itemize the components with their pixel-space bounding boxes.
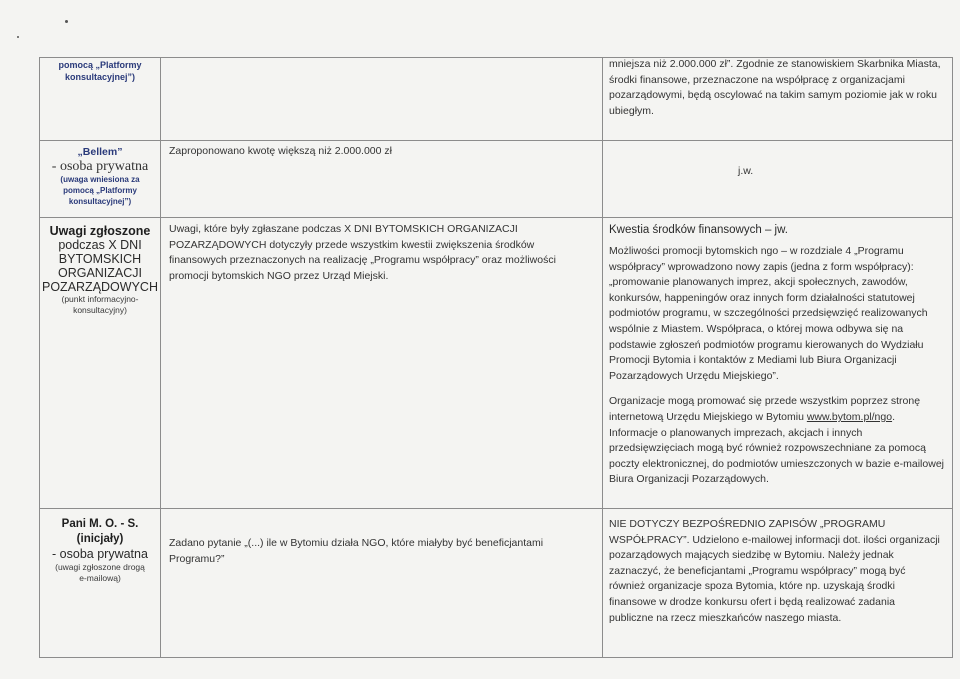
author-name: Pani M. O. - S.	[61, 518, 139, 530]
response-text: NIE DOTYCZY BEZPOŚREDNIO ZAPISÓW „PROGRAMU WSPÓŁPRACY”. Udzielono e-mailowej informacji dot. ilości organizacji pozarządowych mających siedzibę w Bytomiu. Należy jednak zaznaczyć, że beneficjantami „Programu współpracy” mogą być również organizacje spoza Bytomia, które np. uzyskają środki finansowe w drodze konkursu ofert i będą realizować zadania publiczne na rzecz mieszkańców naszego miasta.	[609, 518, 940, 624]
author-name: BYTOMSKICH	[58, 252, 142, 266]
scan-speck	[17, 36, 19, 38]
author-cell	[40, 218, 161, 509]
scan-speck	[65, 20, 68, 23]
author-cell	[40, 58, 161, 141]
response-text-part: . Informacje o planowanych imprezach, akcjach i innych przedsięwzięciach mogą być również rozpowszechniane za pomocą poczty elektronicznej, do podmiotów umieszczonych w bazie e-mailowej Biura Organizacji Pozarządowych.	[609, 410, 944, 486]
table-row	[40, 58, 953, 141]
table-row	[40, 218, 953, 509]
response-text: j.w.	[738, 165, 754, 177]
consultation-table	[39, 57, 953, 658]
author-note: pomocą „Platformy	[58, 60, 142, 70]
author-note: (uwaga wniesiona za	[60, 175, 140, 184]
author-name: „Bellem”	[77, 146, 123, 158]
remark-cell	[161, 58, 603, 141]
response-cell	[603, 58, 953, 141]
response-heading: Kwestia środków finansowych – jw.	[609, 224, 788, 236]
remark-cell	[161, 509, 603, 658]
author-note: e-mailową)	[79, 573, 121, 583]
response-cell	[603, 218, 953, 509]
response-text: mniejsza niż 2.000.000 zł”. Zgodnie ze stanowiskiem Skarbnika Miasta, środki finansowe, przeznaczone na współpracę z organizacjami pozarządowymi, będą oscylować na takim samym poziomie jak w roku ubiegłym.	[609, 58, 941, 117]
author-role: - osoba prywatna	[52, 547, 148, 561]
author-note: konsultacyjny)	[73, 305, 127, 315]
remark-text: Zaproponowano kwotę większą niż 2.000.000 zł	[169, 145, 392, 157]
remark-cell	[161, 141, 603, 218]
author-cell	[40, 509, 161, 658]
author-name: POZARZĄDOWYCH	[42, 280, 158, 294]
author-note: konsultacyjnej”)	[68, 197, 132, 206]
author-note: (uwagi zgłoszone drogą	[55, 562, 145, 572]
author-note: pomocą „Platformy	[63, 186, 137, 195]
author-name: Uwagi zgłoszone	[49, 224, 151, 238]
response-text	[609, 394, 944, 488]
table-row	[40, 509, 953, 658]
ngo-website-link[interactable]: www.bytom.pl/ngo	[806, 410, 893, 423]
author-role: - osoba prywatna	[51, 159, 149, 174]
table-row	[40, 141, 953, 218]
author-note: konsultacyjnej”)	[64, 72, 136, 82]
response-cell	[603, 141, 953, 218]
remark-text: Zadano pytanie „(...) ile w Bytomiu działa NGO, które miałyby być beneficjantami Programu?”	[169, 537, 544, 565]
author-initials: (inicjały)	[76, 533, 124, 545]
author-name: podczas X DNI	[58, 238, 142, 252]
remark-text: Uwagi, które były zgłaszane podczas X DNI BYTOMSKICH ORGANIZACJI POZARZĄDOWYCH dotyczyły przede wszystkim kwestii zwiększenia środków finansowych przeznaczonych na realizację „Programu współpracy” oraz możliwości promocji bytomskich NGO przez Urząd Miejski.	[169, 223, 556, 282]
author-name: ORGANIZACJI	[57, 266, 143, 280]
author-cell	[40, 141, 161, 218]
response-text: Możliwości promocji bytomskich ngo – w rozdziale 4 „Programu współpracy” wprowadzono nowy zapis (jedna z form współpracy): „promowanie planowanych imprez, akcji społecznych, zawodów, konkursów, happeningów oraz innych form działalności statutowej podmiotów programu, w szczególności przedsięwzięć realizowanych wspólnie z Miastem. Współpraca, o której mowa odbywa się na podstawie zgłoszeń podmiotów programu kierowanych do Wydziału Promocji Bytomia i kontaktów z Mediami lub Biura Organizacji Pozarządowych Urzędu Miejskiego”.	[609, 245, 928, 382]
remark-cell	[161, 218, 603, 509]
author-note: (punkt informacyjno-	[61, 294, 139, 304]
response-cell	[603, 509, 953, 658]
response-text-part: Organizacje mogą promować się przede wszystkim poprzez stronę internetową Urzędu Miejskiego w Bytomiu	[609, 395, 921, 423]
